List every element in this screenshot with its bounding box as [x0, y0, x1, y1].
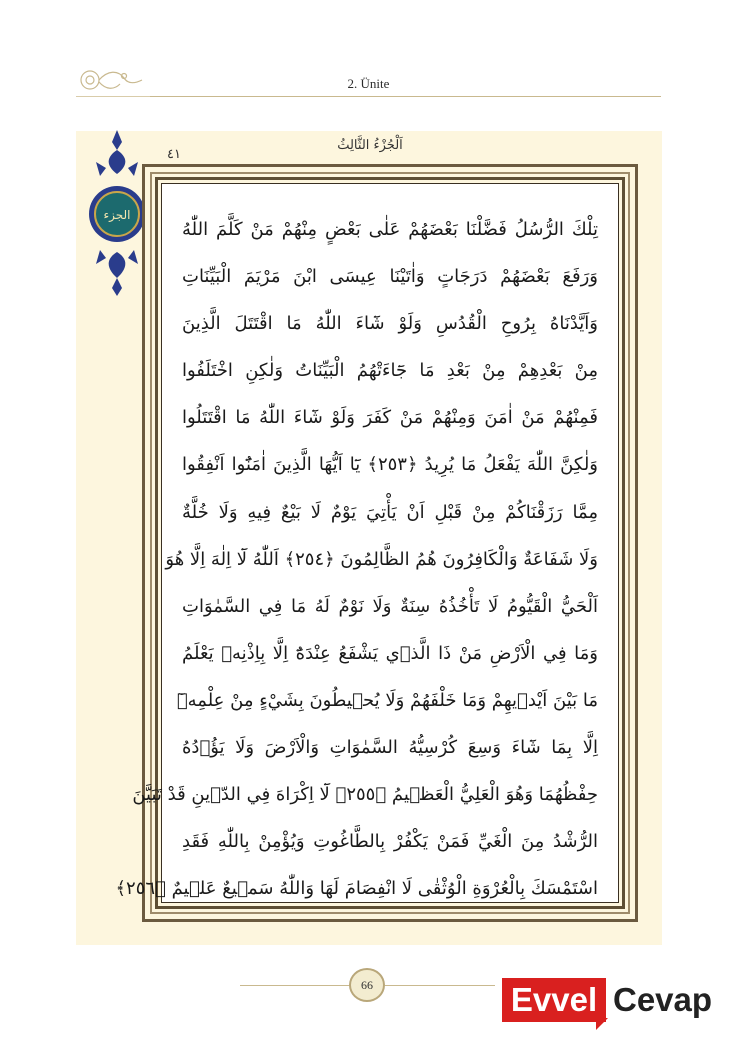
- ayah-line: وَرَفَعَ بَعْضَهُمْ دَرَجَاتٍ وَاٰتَيْنَا عِيسَى ابْنَ مَرْيَمَ الْبَيِّنَاتِ: [182, 266, 598, 288]
- brand-logo-cevap: Cevap: [613, 981, 713, 1018]
- juz-title: اَلْجُزْءُ الثَّالِثُ: [337, 138, 403, 153]
- brand-logo-tail: [596, 1018, 608, 1030]
- unit-title: 2. Ünite: [347, 76, 390, 91]
- ayah-line: وَلٰكِنَّ اللّٰهَ يَفْعَلُ مَا يُرِيدُ ﴿٢٥٣﴾ يَٓا اَيُّهَا الَّذِينَ اٰمَنُٓوا اَنْفِقُوا: [182, 454, 598, 476]
- ayah-line: وَلَا شَفَاعَةٌ وَالْكَافِرُونَ هُمُ الظَّالِمُونَ ﴿٢٥٤﴾ اَللّٰهُ لَٓا اِلٰهَ اِلَّا هُوَ: [165, 548, 598, 570]
- header-rule-left: [76, 96, 150, 97]
- ayah-line: وَاَيَّدْنَاهُ بِرُوحِ الْقُدُسِ وَلَوْ شَٓاءَ اللّٰهُ مَا اقْتَتَلَ الَّذِينَ: [182, 313, 598, 335]
- ayah-line: مِمَّا رَزَقْنَاكُمْ مِنْ قَبْلِ اَنْ يَأْتِيَ يَوْمٌ لَا بَيْعٌ فِيهِ وَلَا خُلَّةٌ: [182, 501, 598, 523]
- ayah-line: اِلَّا بِمَا شَٓاءَ وَسِعَ كُرْسِيُّهُ السَّمٰوَاتِ وَالْاَرْضَ وَلَا يَؤُ۫دُهُ: [182, 737, 598, 759]
- ayah-line: فَمِنْهُمْ مَنْ اٰمَنَ وَمِنْهُمْ مَنْ كَفَرَ وَلَوْ شَٓاءَ اللّٰهُ مَا اقْتَتَلُوا: [182, 407, 598, 429]
- ayah-line: حِفْظُهُمَا وَهُوَ الْعَلِيُّ الْعَظ۪يمُ ﴿٢٥٥﴾ لَٓا اِكْرَاهَ فِي الدّ۪ينِ قَدْ تَبَيَّنَ: [132, 784, 598, 806]
- juz-marker-ornament: [86, 128, 148, 298]
- footer-rule-right: [385, 985, 495, 986]
- ayah-line: اسْتَمْسَكَ بِالْعُرْوَةِ الْوُثْقٰى لَا انْفِصَامَ لَهَا وَاللّٰهُ سَم۪يعٌ عَل۪يمٌ ﴿٢٥٦﴾: [115, 878, 598, 900]
- ayah-line: مَا بَيْنَ اَيْد۪يهِمْ وَمَا خَلْفَهُمْ وَلَا يُح۪يطُونَ بِشَيْءٍ مِنْ عِلْمِه۪ٓ: [176, 689, 598, 711]
- ayah-line: تِلْكَ الرُّسُلُ فَضَّلْنَا بَعْضَهُمْ عَلٰى بَعْضٍ مِنْهُمْ مَنْ كَلَّمَ اللّٰهُ: [182, 219, 598, 240]
- ayah-line: الرُّشْدُ مِنَ الْغَيِّ فَمَنْ يَكْفُرْ بِالطَّاغُوتِ وَيُؤْمِنْ بِاللّٰهِ فَقَدِ: [182, 831, 598, 853]
- page-number: 66: [349, 968, 385, 1002]
- brand-logo-evvel: Evvel: [502, 978, 606, 1022]
- ayah-line: اَلْحَيُّ الْقَيُّومُ لَا تَأْخُذُهُ سِنَةٌ وَلَا نَوْمٌ لَهُ مَا فِي السَّمٰوَاتِ: [182, 595, 598, 617]
- brand-logo: [502, 978, 722, 1028]
- footer-rule-left: [240, 985, 350, 986]
- folio-number: ٤١: [167, 147, 181, 162]
- ayah-line: مِنْ بَعْدِهِمْ مِنْ بَعْدِ مَا جَٓاءَتْهُمُ الْبَيِّنَاتُ وَلٰكِنِ اخْتَلَفُوا: [182, 360, 598, 382]
- ayah-line: وَمَا فِي الْاَرْضِ مَنْ ذَا الَّذ۪ي يَشْفَعُ عِنْدَهُٓ اِلَّا بِاِذْنِه۪ يَعْلَمُ: [182, 642, 598, 664]
- juz-badge-text: الجزء: [103, 208, 131, 222]
- header-rule: [150, 96, 661, 97]
